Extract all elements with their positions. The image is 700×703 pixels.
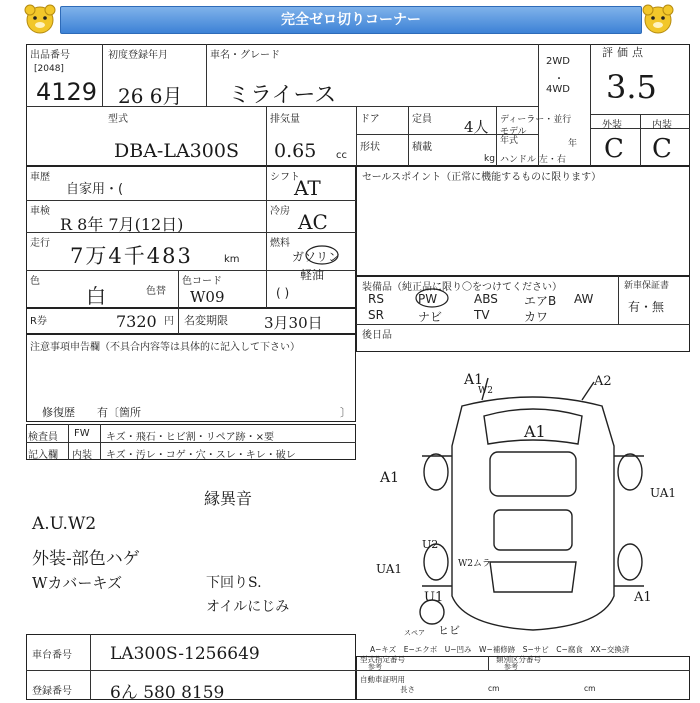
model-label: 型式 bbox=[108, 114, 128, 125]
score-label: 評価点 bbox=[602, 46, 647, 59]
repair-close: 〕 bbox=[340, 406, 351, 419]
mark-front-w2: W2 bbox=[478, 386, 493, 396]
color-value: 白 bbox=[86, 284, 106, 308]
score-value: 3.5 bbox=[606, 68, 657, 106]
mark-a2: A2 bbox=[594, 374, 612, 389]
equipment-label: 装備品（純正品に限り〇をつけてください） bbox=[362, 282, 562, 293]
inspect-value: R 8年 7月(12日) bbox=[60, 215, 184, 234]
name-label: 車名・グレード bbox=[210, 50, 280, 61]
note-5: 下回りS. bbox=[206, 575, 262, 591]
sales-label: セールスポイント（正常に機能するものに限ります） bbox=[362, 172, 602, 183]
equipment-item-r2-3: カワ bbox=[524, 310, 549, 324]
mark-left-a1: A1 bbox=[380, 470, 400, 486]
ext-value: C bbox=[604, 134, 624, 164]
notes-label: 注意事項申告欄（不具合内容等は具体的に記入して下さい） bbox=[30, 342, 300, 353]
equipment-item-r1-4: AW bbox=[574, 292, 594, 306]
load-label: 積載 bbox=[412, 142, 432, 153]
ext-label: 外装 bbox=[602, 120, 622, 131]
mark-u2: U2 bbox=[422, 538, 439, 551]
mark-right-ua1: UA1 bbox=[650, 486, 677, 500]
ac-value: AC bbox=[298, 210, 328, 234]
reg-value: 26 6月 bbox=[118, 84, 183, 108]
tax-value: 3月30日 bbox=[264, 314, 323, 332]
damage-legend: A−キズ E−エクボ U−凹み W−補修跡 S−サビ C−腐食 XX−交換済 bbox=[370, 645, 630, 654]
disp-value: 0.65 bbox=[274, 140, 317, 162]
equipment-item-r1-1: PW bbox=[418, 292, 438, 306]
disp-unit: cc bbox=[336, 150, 347, 161]
disp-label: 排気量 bbox=[270, 114, 300, 125]
height-unit: cm bbox=[584, 684, 596, 693]
mark-hood-a1: A1 bbox=[524, 422, 546, 441]
use-value: 自家用・( bbox=[66, 182, 124, 197]
colorcode-label: 色コード bbox=[182, 276, 222, 287]
equipment-item-r2-1: ナビ bbox=[418, 310, 443, 324]
load-unit: kg bbox=[484, 154, 495, 164]
classno-label: 類別区分番号 bbox=[496, 655, 541, 664]
equipment-item-r1-3: エアB bbox=[524, 294, 557, 308]
name-value: ミライース bbox=[228, 83, 337, 108]
equipment-item-r2-2: TV bbox=[474, 308, 490, 322]
model-value: DBA-LA300S bbox=[114, 140, 239, 162]
year-suffix: 年 bbox=[568, 139, 578, 149]
banner bbox=[0, 0, 700, 40]
mark-left-ua1: UA1 bbox=[376, 562, 403, 576]
equipment-item-r2-0: SR bbox=[368, 308, 384, 322]
colorchg-label: 色替 bbox=[146, 286, 166, 297]
wd2-label: 2WD bbox=[546, 56, 570, 67]
typecert-sub: 参考 bbox=[368, 663, 382, 671]
color-label: 色 bbox=[30, 276, 40, 287]
regno-label: 登録番号 bbox=[32, 686, 72, 697]
lot-value: 4129 bbox=[36, 78, 98, 106]
shift-value: AT bbox=[294, 176, 321, 200]
mileage-unit: km bbox=[224, 254, 240, 265]
mark-rear-a1: A1 bbox=[634, 590, 652, 605]
recycle-unit: 円 bbox=[164, 316, 174, 327]
mileage-value: 7万4千483 bbox=[70, 244, 193, 268]
attach-label: 後日品 bbox=[362, 330, 392, 341]
chassis-value: LA300S-1256649 bbox=[110, 644, 260, 664]
inspector-label-1: 検査員 bbox=[28, 432, 58, 443]
note-3: Wカバーキズ bbox=[32, 574, 123, 592]
shape-label: 形状 bbox=[360, 142, 380, 153]
note-1: A.U.W2 bbox=[32, 514, 97, 534]
regno-value: 6ん 580 8159 bbox=[110, 683, 225, 703]
recycle-value: 7320 bbox=[116, 312, 157, 331]
mark-front-a1: A1 bbox=[464, 372, 484, 388]
fw-label: FW bbox=[74, 428, 90, 439]
length-label: 長さ bbox=[400, 685, 415, 694]
tax-label: 名変期限 bbox=[184, 314, 228, 327]
fuel-diesel: 軽油 bbox=[300, 268, 325, 282]
int-items: キズ・汚レ・コゲ・穴・スレ・キレ・破レ bbox=[106, 450, 296, 461]
note-4: 縁異音 bbox=[204, 489, 253, 508]
int-inspect-label: 内装 bbox=[72, 450, 92, 461]
warranty-label: 新車保証書 bbox=[624, 281, 670, 291]
wd4-label: 4WD bbox=[546, 84, 570, 95]
handle-label: ハンドル 左・右 bbox=[500, 155, 566, 165]
modelyear-label: モデル年式 bbox=[500, 127, 527, 146]
auction-sheet bbox=[18, 40, 698, 703]
mark-w2-mura: W2ムラ bbox=[458, 559, 491, 569]
lot-sub: [2048] bbox=[34, 64, 64, 74]
inspect-label: 車検 bbox=[30, 206, 50, 217]
note-6: オイルにじみ bbox=[206, 599, 290, 615]
use-label: 車歴 bbox=[30, 172, 50, 183]
equipment-item-r1-2: ABS bbox=[474, 292, 498, 306]
reg-label: 初度登録年月 bbox=[108, 50, 168, 61]
bear-mascot-icon bbox=[22, 2, 58, 38]
warranty-value: 有・無 bbox=[628, 300, 665, 314]
dealer-label: ディーラー・並行 bbox=[500, 115, 572, 125]
mark-u1: U1 bbox=[424, 590, 444, 605]
fuel-paren: ( ) bbox=[276, 286, 290, 300]
fuel-gas: ガソリン bbox=[292, 250, 341, 264]
equipment-item-r1-0: RS bbox=[368, 292, 384, 306]
classno-sub: 参考 bbox=[504, 663, 518, 671]
mark-hibi: ヒビ bbox=[438, 624, 460, 637]
seat-value: 4人 bbox=[464, 118, 489, 136]
wd-dot: ・ bbox=[554, 74, 564, 85]
recycle-label: R券 bbox=[30, 316, 47, 327]
fw-items: キズ・飛石・ヒビ割・リペア跡・×要 bbox=[106, 432, 274, 443]
fuel-gas-circle bbox=[304, 244, 340, 266]
shift-label: シフト bbox=[270, 172, 300, 183]
lot-label: 出品番号 bbox=[30, 50, 70, 61]
int-label: 内装 bbox=[652, 120, 672, 131]
inspector-label-2: 記入欄 bbox=[28, 450, 58, 461]
width-unit: cm bbox=[488, 684, 500, 693]
seat-label: 定員 bbox=[412, 114, 432, 125]
mileage-label: 走行 bbox=[30, 238, 50, 249]
note-2: 外装-部色ハゲ bbox=[32, 549, 140, 569]
ac-label: 冷房 bbox=[270, 206, 290, 217]
spare-label: スペア bbox=[404, 629, 425, 637]
door-label: ドア bbox=[360, 114, 380, 125]
repair-label: 修復歴 有〔箇所 bbox=[42, 406, 141, 419]
int-value: C bbox=[652, 134, 672, 164]
bear-mascot-icon bbox=[640, 2, 676, 38]
colorcode-value: W09 bbox=[190, 288, 225, 306]
chassis-label: 車台番号 bbox=[32, 650, 72, 661]
fuel-label: 燃料 bbox=[270, 238, 290, 249]
cert-label: 自動車証明用 bbox=[360, 675, 405, 684]
typecert-label: 型式指定番号 bbox=[360, 655, 405, 664]
banner-title: 完全ゼロ切りコーナー bbox=[60, 6, 642, 34]
